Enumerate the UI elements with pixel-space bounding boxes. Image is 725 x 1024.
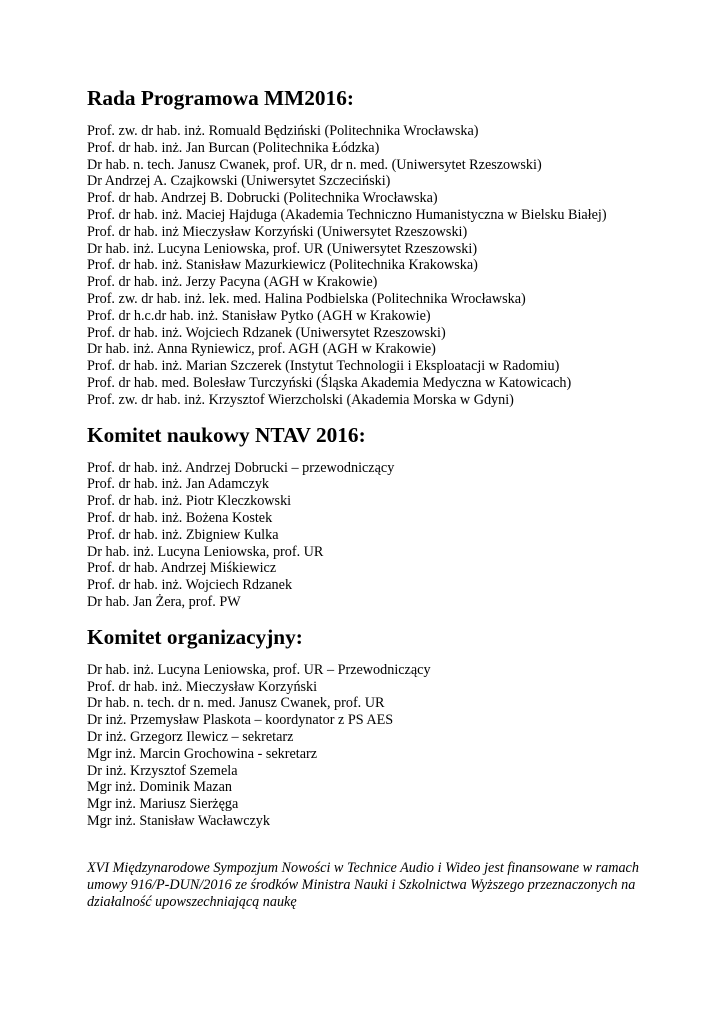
list-item: Prof. dr hab. inż Mieczysław Korzyński (Uniwersytet Rzeszowski) <box>87 223 468 240</box>
list-item: Prof. dr hab. inż. Marian Szczerek (Instytut Technologii i Eksploatacji w Radomiu) <box>87 358 560 375</box>
list-item: Dr hab. inż. Lucyna Leniowska, prof. UR <box>87 543 324 560</box>
section-gap <box>87 830 687 860</box>
list-item: Dr inż. Grzegorz Ilewicz – sekretarz <box>87 728 294 745</box>
program-council-list <box>87 123 687 409</box>
list-item: Prof. dr hab. inż. Wojciech Rdzanek (Uniwersytet Rzeszowski) <box>87 324 446 341</box>
list-item: Dr hab. inż. Anna Ryniewicz, prof. AGH (AGH w Krakowie) <box>87 341 436 358</box>
scientific-committee-title: Komitet naukowy NTAV 2016: <box>87 422 366 447</box>
list-item: Mgr inż. Dominik Mazan <box>87 779 232 796</box>
list-item: Prof. dr hab. inż. Jan Burcan (Politechnika Łódzka) <box>87 139 380 156</box>
list-item: Dr inż. Krzysztof Szemela <box>87 762 238 779</box>
list-item: Dr hab. inż. Lucyna Leniowska, prof. UR – Przewodniczący <box>87 661 431 678</box>
list-item: Dr inż. Przemysław Plaskota – koordynator z PS AES <box>87 712 394 729</box>
list-item: Prof. dr hab. inż. Stanisław Mazurkiewicz (Politechnika Krakowska) <box>87 257 478 274</box>
list-item: Prof. dr hab. inż. Zbigniew Kulka <box>87 526 279 543</box>
list-item: Prof. zw. dr hab. inż. lek. med. Halina Podbielska (Politechnika Wrocławska) <box>87 290 526 307</box>
list-item: Mgr inż. Stanisław Wacławczyk <box>87 812 270 829</box>
funding-note: XVI Międzynarodowe Sympozjum Nowości w Technice Audio i Wideo jest finansowane w ramach umowy 916/P-DUN/2016 ze środków Ministra Nauki i Szkolnictwa Wyższego przeznaczonych na działalność upowszechniającą naukę <box>87 859 639 910</box>
list-item: Prof. dr hab. inż. Jerzy Pacyna (AGH w Krakowie) <box>87 274 378 291</box>
list-item: Dr hab. n. tech. dr n. med. Janusz Cwanek, prof. UR <box>87 695 385 712</box>
list-item: Prof. dr hab. Andrzej Miśkiewicz <box>87 560 277 577</box>
list-item: Mgr inż. Marcin Grochowina - sekretarz <box>87 745 318 762</box>
list-item: Dr hab. inż. Lucyna Leniowska, prof. UR (Uniwersytet Rzeszowski) <box>87 240 478 257</box>
list-item: Prof. zw. dr hab. inż. Romuald Będziński (Politechnika Wrocławska) <box>87 123 479 139</box>
list-item: Prof. dr hab. inż. Wojciech Rdzanek <box>87 577 293 594</box>
list-item: Prof. dr hab. Andrzej B. Dobrucki (Politechnika Wrocławska) <box>87 190 438 207</box>
list-item: Mgr inż. Mariusz Sierżęga <box>87 796 239 813</box>
list-item: Prof. dr hab. inż. Bożena Kostek <box>87 509 273 526</box>
list-item: Prof. dr h.c.dr hab. inż. Stanisław Pytko (AGH w Krakowie) <box>87 307 431 324</box>
list-item: Dr Andrzej A. Czajkowski (Uniwersytet Szczeciński) <box>87 173 391 190</box>
list-item: Dr hab. n. tech. Janusz Cwanek, prof. UR, dr n. med. (Uniwersytet Rzeszowski) <box>87 156 542 173</box>
organizing-committee-title: Komitet organizacyjny: <box>87 624 303 649</box>
document-body <box>87 86 687 911</box>
list-item: Prof. dr hab. inż. Mieczysław Korzyński <box>87 678 318 695</box>
list-item: Prof. zw. dr hab. inż. Krzysztof Wierzcholski (Akademia Morska w Gdyni) <box>87 391 514 408</box>
program-council-title: Rada Programowa MM2016: <box>87 86 354 110</box>
scientific-committee-list <box>87 460 687 611</box>
organizing-committee-list <box>87 662 687 830</box>
list-item: Prof. dr hab. med. Bolesław Turczyński (Śląska Akademia Medyczna w Katowicach) <box>87 374 572 391</box>
list-item: Prof. dr hab. inż. Andrzej Dobrucki – przewodniczący <box>87 459 395 476</box>
list-item: Prof. dr hab. inż. Piotr Kleczkowski <box>87 493 292 510</box>
list-item: Prof. dr hab. inż. Jan Adamczyk <box>87 476 270 493</box>
list-item: Prof. dr hab. inż. Maciej Hajduga (Akademia Techniczno Humanistyczna w Bielsku Białej) <box>87 206 607 223</box>
list-item: Dr hab. Jan Żera, prof. PW <box>87 593 241 610</box>
